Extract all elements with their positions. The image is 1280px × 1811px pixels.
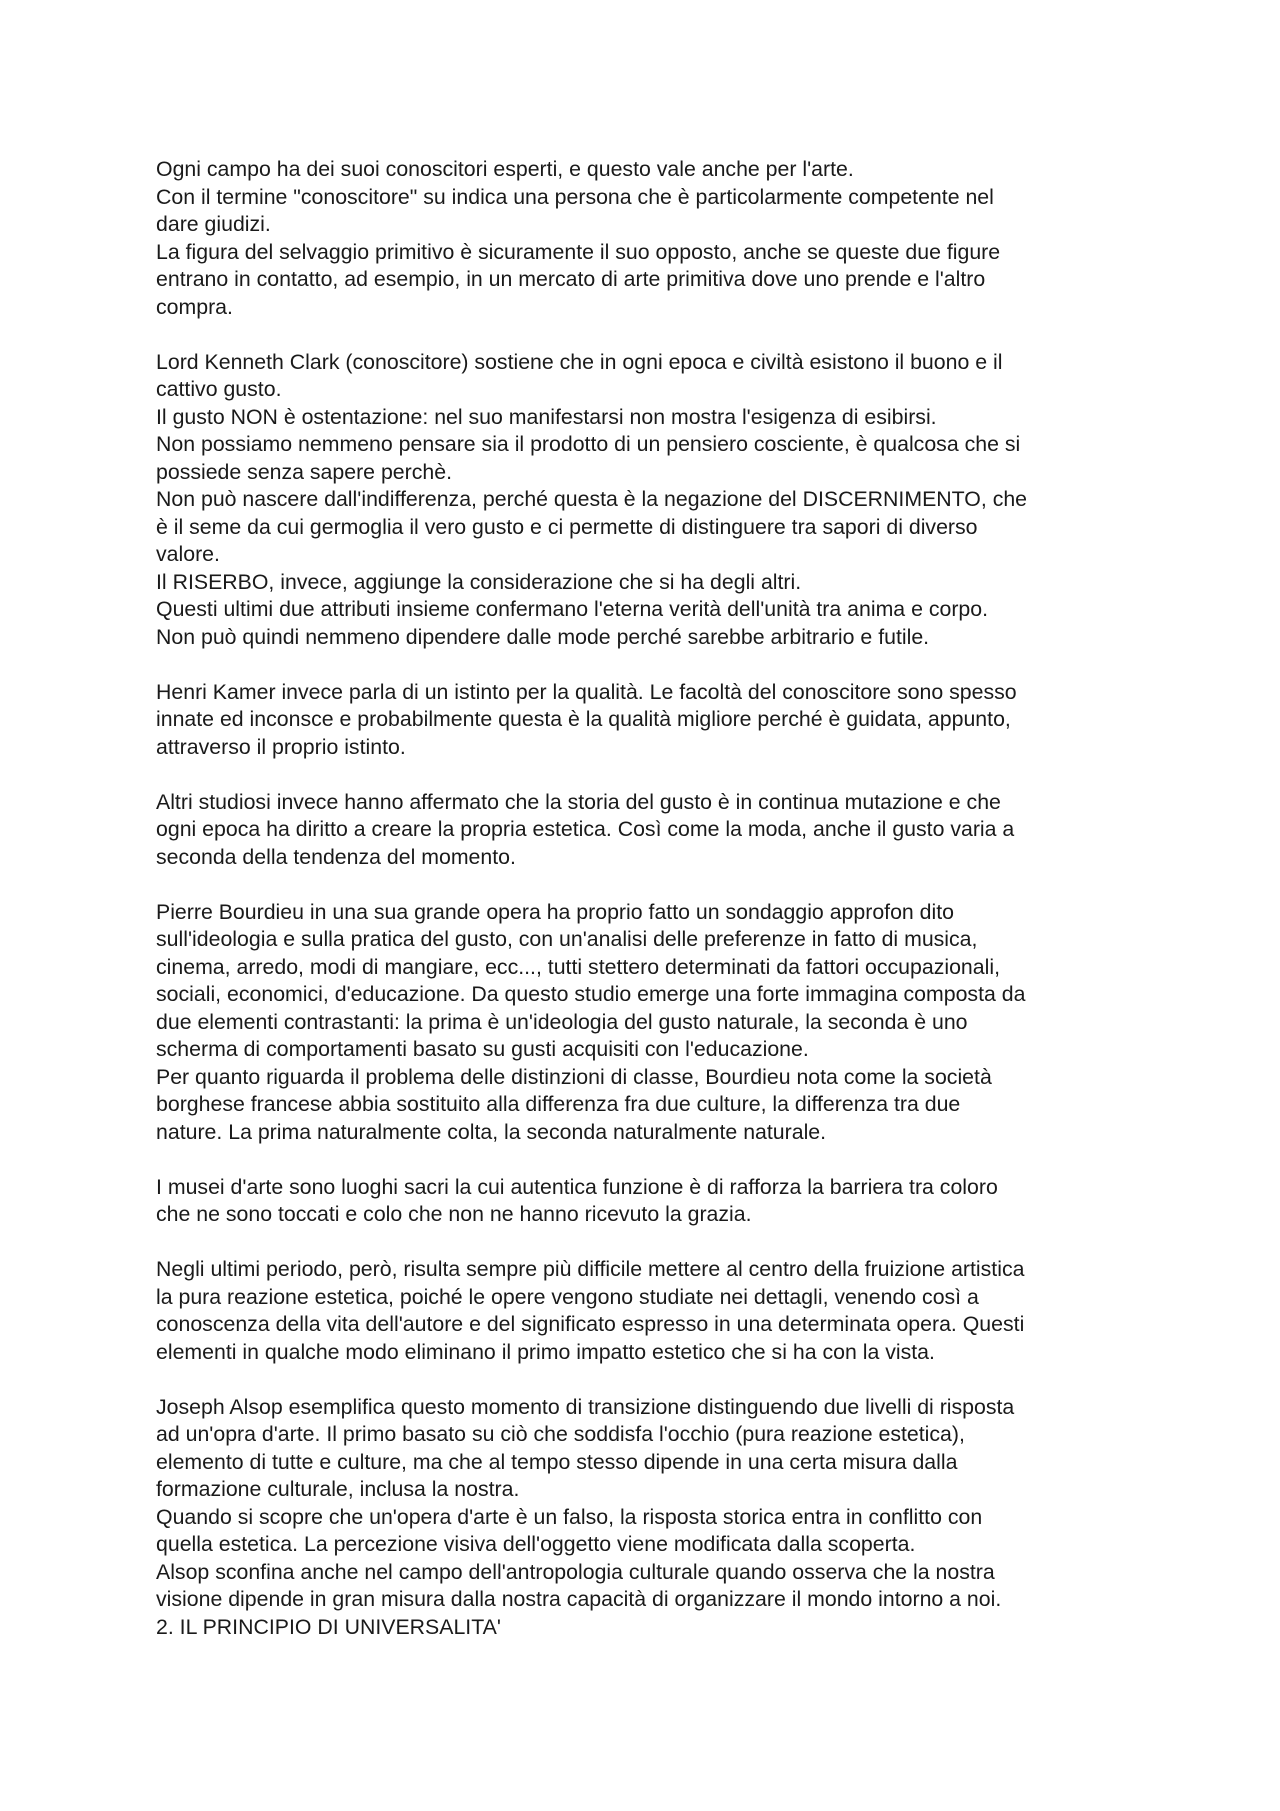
text-line: che ne sono toccati e colo che non ne hanno ricevuto la grazia. bbox=[156, 1202, 752, 1226]
text-line: entrano in contatto, ad esempio, in un mercato di arte primitiva dove uno prende e l'altro bbox=[156, 267, 986, 291]
text-line: Joseph Alsop esemplifica questo momento di transizione distinguendo due livelli di risposta bbox=[156, 1394, 1015, 1419]
text-line: conoscenza della vita dell'autore e del significato espresso in una determinata opera. Questi bbox=[156, 1312, 1025, 1336]
paragraph-musei bbox=[156, 1174, 1146, 1229]
paragraph-kamer bbox=[156, 679, 1146, 762]
text-line: visione dipende in gran misura dalla nostra capacità di organizzare il mondo intorno a noi. bbox=[156, 1587, 1002, 1611]
text-line: borghese francese abbia sostituito alla differenza fra due culture, la differenza tra due bbox=[156, 1092, 961, 1116]
text-line: cattivo gusto. bbox=[156, 377, 282, 401]
text-line: nature. La prima naturalmente colta, la seconda naturalmente naturale. bbox=[156, 1119, 827, 1144]
paragraph-gap bbox=[156, 1146, 1146, 1174]
paragraph-ultimi-periodo bbox=[156, 1256, 1146, 1366]
text-line: cinema, arredo, modi di mangiare, ecc..., tutti stettero determinati da fattori occupazionali, bbox=[156, 954, 1001, 979]
paragraph-clark bbox=[156, 349, 1146, 652]
paragraph-intro bbox=[156, 156, 1146, 321]
text-line: sull'ideologia e sulla pratica del gusto, con un'analisi delle preferenze in fatto di musica, bbox=[156, 927, 978, 951]
paragraph-gap bbox=[156, 871, 1146, 899]
text-line: Il RISERBO, invece, aggiunge la considerazione che si ha degli altri. bbox=[156, 569, 802, 594]
text-line: ad un'opra d'arte. Il primo basato su ciò che soddisfa l'occhio (pura reazione estetica), bbox=[156, 1422, 965, 1446]
text-line: sociali, economici, d'educazione. Da questo studio emerge una forte immagina composta da bbox=[156, 982, 1026, 1006]
text-line: formazione culturale, inclusa la nostra. bbox=[156, 1477, 520, 1501]
paragraph-gap bbox=[156, 321, 1146, 349]
paragraph-alsop bbox=[156, 1394, 1146, 1642]
text-line: La figura del selvaggio primitivo è sicuramente il suo opposto, anche se queste due figure bbox=[156, 239, 1001, 264]
text-line: è il seme da cui germoglia il vero gusto e ci permette di distinguere tra sapori di diverso bbox=[156, 514, 978, 539]
text-line: quella estetica. La percezione visiva dell'oggetto viene modificata dalla scoperta. bbox=[156, 1532, 916, 1556]
text-line: scherma di comportamenti basato su gusti acquisiti con l'educazione. bbox=[156, 1037, 809, 1061]
paragraph-gap bbox=[156, 651, 1146, 679]
text-line: elementi in qualche modo eliminano il primo impatto estetico che si ha con la vista. bbox=[156, 1339, 935, 1364]
text-line: Quando si scopre che un'opera d'arte è un falso, la risposta storica entra in conflitto con bbox=[156, 1504, 983, 1529]
paragraph-gap bbox=[156, 761, 1146, 789]
text-line: la pura reazione estetica, poiché le opere vengono studiate nei dettagli, venendo così a bbox=[156, 1284, 979, 1309]
text-line: Negli ultimi periodo, però, risulta sempre più difficile mettere al centro della fruizione artistica bbox=[156, 1257, 1025, 1281]
text-line: I musei d'arte sono luoghi sacri la cui autentica funzione è di rafforza la barriera tra coloro bbox=[156, 1174, 998, 1199]
text-line: Henri Kamer invece parla di un istinto per la qualità. Le facoltà del conoscitore sono spesso bbox=[156, 679, 1017, 704]
paragraph-bourdieu bbox=[156, 899, 1146, 1147]
text-line: Con il termine "conoscitore" su indica una persona che è particolarmente competente nel bbox=[156, 184, 994, 209]
text-line: ogni epoca ha diritto a creare la propria estetica. Così come la moda, anche il gusto varia a bbox=[156, 817, 1015, 841]
text-line: Pierre Bourdieu in una sua grande opera ha proprio fatto un sondaggio approfon dito bbox=[156, 899, 955, 924]
text-line: compra. bbox=[156, 294, 233, 319]
text-line: elemento di tutte e culture, ma che al tempo stesso dipende in una certa misura dalla bbox=[156, 1449, 958, 1474]
text-line: innate ed inconsce e probabilmente questa è la qualità migliore perché è guidata, appunto, bbox=[156, 707, 1011, 731]
text-line: Non possiamo nemmeno pensare sia il prodotto di un pensiero cosciente, è qualcosa che si bbox=[156, 432, 1021, 456]
document-page bbox=[156, 156, 1146, 1641]
text-line: seconda della tendenza del momento. bbox=[156, 844, 516, 869]
paragraph-gap bbox=[156, 1229, 1146, 1257]
section-heading: 2. IL PRINCIPIO DI UNIVERSALITA' bbox=[156, 1614, 501, 1639]
paragraph-studiosi bbox=[156, 789, 1146, 872]
text-line: Per quanto riguarda il problema delle distinzioni di classe, Bourdieu nota come la società bbox=[156, 1064, 992, 1089]
paragraph-gap bbox=[156, 1366, 1146, 1394]
text-line: dare giudizi. bbox=[156, 212, 271, 236]
text-line: Altri studiosi invece hanno affermato che la storia del gusto è in continua mutazione e che bbox=[156, 789, 1001, 814]
text-line: Il gusto NON è ostentazione: nel suo manifestarsi non mostra l'esigenza di esibirsi. bbox=[156, 404, 937, 429]
text-line: Ogni campo ha dei suoi conoscitori esperti, e questo vale anche per l'arte. bbox=[156, 157, 854, 181]
text-line: possiede senza sapere perchè. bbox=[156, 459, 452, 484]
text-line: Lord Kenneth Clark (conoscitore) sostiene che in ogni epoca e civiltà esistono il buono e il bbox=[156, 349, 1003, 374]
text-line: valore. bbox=[156, 542, 220, 566]
text-line: attraverso il proprio istinto. bbox=[156, 734, 406, 759]
text-line: Questi ultimi due attributi insieme confermano l'eterna verità dell'unità tra anima e corpo. bbox=[156, 597, 989, 621]
text-line: Alsop sconfina anche nel campo dell'antropologia culturale quando osserva che la nostra bbox=[156, 1559, 995, 1584]
text-line: due elementi contrastanti: la prima è un'ideologia del gusto naturale, la seconda è uno bbox=[156, 1009, 968, 1034]
text-line: Non può nascere dall'indifferenza, perché questa è la negazione del DISCERNIMENTO, che bbox=[156, 487, 1028, 511]
text-line: Non può quindi nemmeno dipendere dalle mode perché sarebbe arbitrario e futile. bbox=[156, 624, 930, 649]
